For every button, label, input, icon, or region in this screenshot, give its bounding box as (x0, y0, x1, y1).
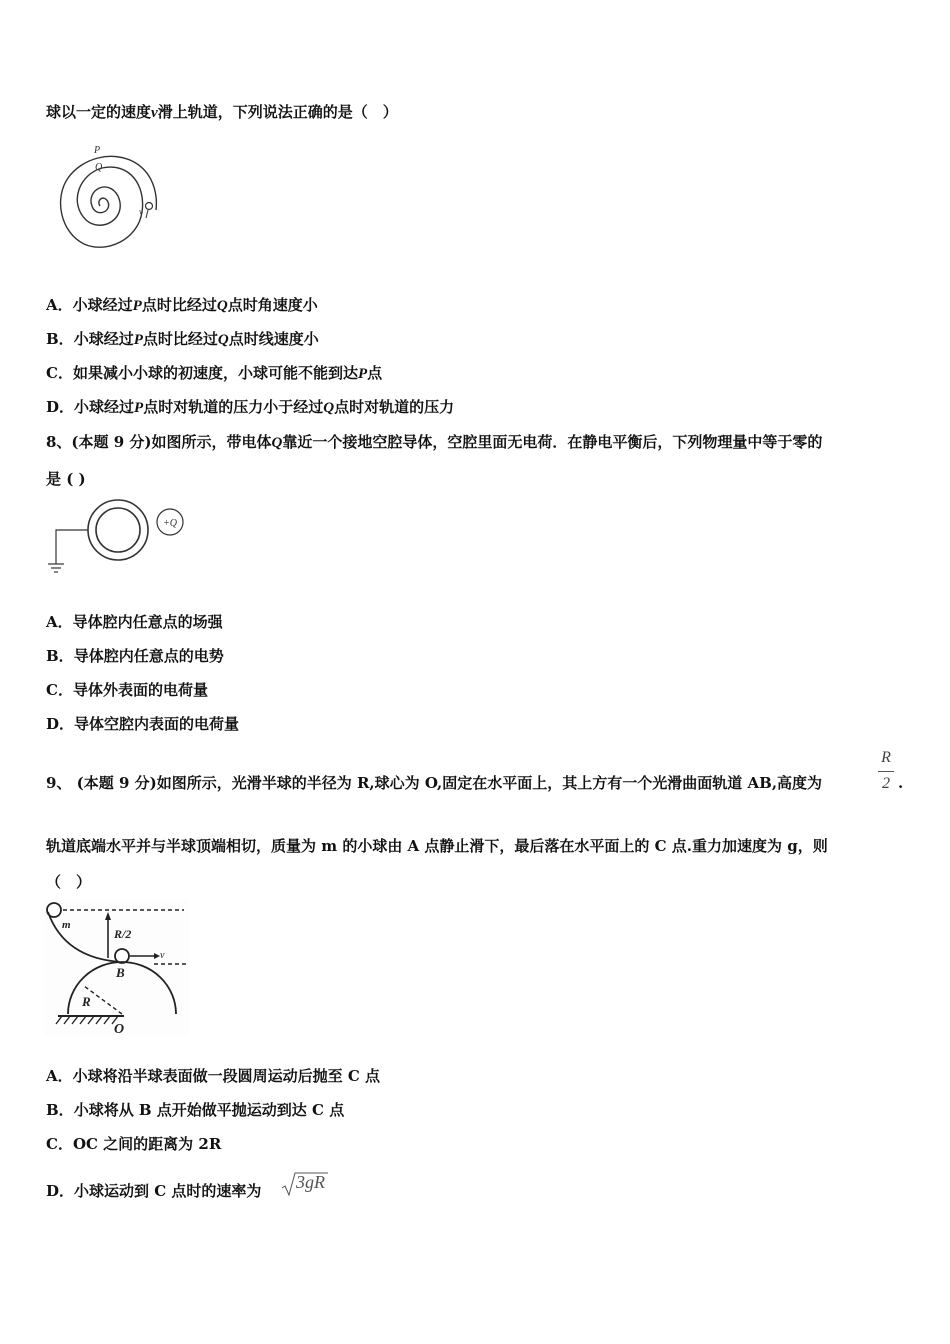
spiral-track (61, 156, 157, 247)
q8-stem-line1: 8、(本题 9 分)如图所示，带电体Q靠近一个接地空腔导体，空腔里面无电荷．在静电平衡后，下列物理量中等于零的 (46, 433, 823, 451)
charge-q-label: +Q (163, 518, 177, 529)
label-p: P (94, 145, 101, 156)
svg-text:v: v (139, 207, 143, 216)
q7-stem: 球以一定的速度v滑上轨道，下列说法正确的是（ ） (46, 103, 398, 121)
label-r: R (82, 994, 91, 1009)
fraction-numerator: R (881, 749, 891, 766)
label-v: v (160, 950, 165, 961)
q9-stem-line1: 9、 (本题 9 分)如图所示，光滑半球的半径为 R,球心为 O,固定在水平面上，其上方有一个光滑曲面轨道 AB,高度为 (46, 774, 823, 792)
cavity-inner-circle (96, 508, 140, 552)
label-o: O (114, 1022, 125, 1035)
q7-option-a[interactable]: A．小球经过P点时比经过Q点时角速度小 (46, 296, 318, 314)
q9-stem-period: . (898, 774, 904, 792)
spiral-track-figure (50, 140, 165, 265)
label-m: m (62, 919, 71, 931)
label-q: Q (95, 162, 103, 173)
velocity-arrow (146, 210, 148, 218)
ball-b-icon (115, 949, 129, 963)
ball-icon (146, 203, 153, 210)
ground-wire (56, 530, 88, 564)
q9-option-d[interactable]: D．小球运动到 C 点时的速率为 (46, 1182, 262, 1200)
q7-option-d[interactable]: D．小球经过P点时对轨道的压力小于经过Q点时对轨道的压力 (46, 398, 455, 416)
label-r-half: R/2 (114, 927, 132, 941)
q9-option-b[interactable]: B．小球将从 B 点开始做平抛运动到达 C 点 (46, 1101, 345, 1119)
q8-option-a[interactable]: A．导体腔内任意点的场强 (46, 613, 223, 631)
q7-option-c[interactable]: C．如果减小小球的初速度，小球可能不能到达P点 (46, 364, 383, 382)
hemisphere-track-figure (44, 900, 189, 1035)
fraction-denominator: 2 (882, 775, 890, 792)
q9-stem-line3: （ ） (46, 873, 92, 891)
q9-option-a[interactable]: A．小球将沿半球表面做一段圆周运动后抛至 C 点 (46, 1067, 381, 1085)
q8-option-d[interactable]: D．导体空腔内表面的电荷量 (46, 715, 240, 733)
q8-option-c[interactable]: C．导体外表面的电荷量 (46, 681, 208, 699)
q7-option-b[interactable]: B．小球经过P点时比经过Q点时线速度小 (46, 330, 319, 348)
q9-stem-line2: 轨道底端水平并与半球顶端相切，质量为 m 的小球由 A 点静止滑下，最后落在水平面上的 C 点.重力加速度为 g，则 (46, 837, 828, 855)
q8-option-b[interactable]: B．导体腔内任意点的电势 (46, 647, 224, 665)
q8-stem-line2: 是 ( ) (46, 470, 86, 488)
fraction-bar (878, 771, 894, 772)
grounded-conductor-figure (44, 498, 194, 583)
conductor-outer-circle (88, 500, 148, 560)
label-b: B (116, 965, 125, 980)
sqrt-radicand: 3gR (296, 1172, 325, 1192)
q9-option-c[interactable]: C．OC 之间的距离为 2R (46, 1135, 222, 1153)
